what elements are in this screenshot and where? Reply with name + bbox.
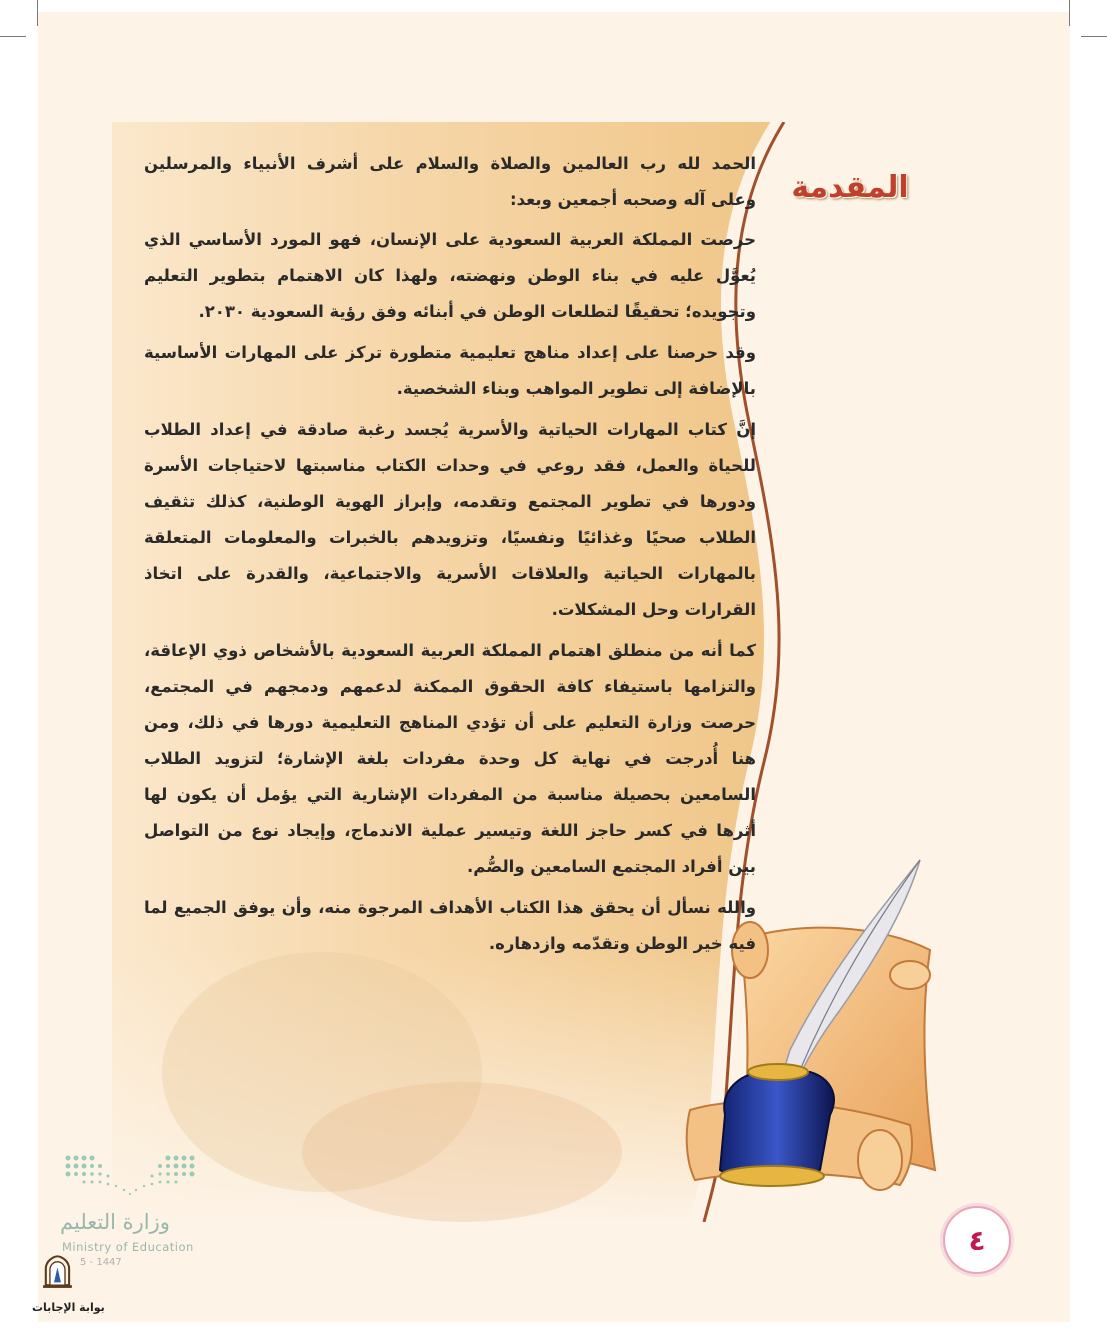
- page-title: المقدمة: [791, 170, 909, 205]
- paragraph-book-purpose: إنَّ كتاب المهارات الحياتية والأسرية يُجسد رغبة صادقة في إعداد الطلاب للحياة والعمل، فقد روعي في وحدات الكتاب مناسبتها لاحتياجات الأسرة ودورها في تطوير المجتمع وتقدمه، وإبراز الهوية الوطنية، كذلك تثقيف الطلاب صحيًا وغذائيًا ونفسيًا، وتزويدهم بالخبرات والمعلومات المتعلقة بالمهارات الحياتية والعلاقات الأسرية والاجتماعية، والقدرة على اتخاذ القرارات وحل المشكلات.: [144, 420, 756, 619]
- paragraph-human-resource: حرصت المملكة العربية السعودية على الإنسان، فهو المورد الأساسي الذي يُعوَّل عليه في بناء الوطن ونهضته، ولهذا كان الاهتمام بتطوير التعليم وتجويده؛ تحقيقًا لتطلعات الوطن في أبنائه وفق رؤية السعودية ٢٠٣٠.: [144, 230, 756, 321]
- paragraph-closing: والله نسأل أن يحقق هذا الكتاب الأهداف المرجوة منه، وأن يوفق الجميع لما فيه خير الوطن وتقدّمه وازدهاره.: [144, 898, 756, 953]
- watermark-text: بوابة الإجابات: [32, 1301, 105, 1314]
- crop-mark-top-left: [0, 36, 26, 37]
- paragraph-sign-language: كما أنه من منطلق اهتمام المملكة العربية السعودية بالأشخاص ذوي الإعاقة، والتزامها باستيفاء كافة الحقوق الممكنة لدعمهم ودمجهم في المجتمع، حرصت وزارة التعليم على أن تؤدي المناهج التعليمية دورها في ذلك، ومن هنا أُدرجت في نهاية كل وحدة مفردات بلغة الإشارة؛ لتزويد الطلاب السامعين بحصيلة مناسبة من المفردات الإشارية التي يؤمل أن يكون لها أثرها في كسر حاجز اللغة وتيسير عملية الاندماج، وإيجاد نوع من التواصل بين أفراد المجتمع السامعين والصُّم.: [144, 641, 756, 876]
- ministry-name-arabic: وزارة التعليم: [60, 1210, 170, 1234]
- crop-mark-top-left-v: [37, 0, 38, 26]
- crop-mark-top-right: [1081, 36, 1107, 37]
- ministry-name-english: Ministry of Education: [62, 1240, 194, 1254]
- edition-year: 5 - 1447: [80, 1257, 122, 1268]
- ministry-logo-dots: [62, 1152, 198, 1200]
- paragraph-greeting: الحمد لله رب العالمين والصلاة والسلام على أشرف الأنبياء والمرسلين وعلى آله وصحبه أجمعين وبعد:: [144, 154, 756, 209]
- introduction-text: [144, 146, 756, 967]
- watermark-gate-icon: [40, 1255, 90, 1303]
- crop-mark-top-right-v: [1069, 0, 1070, 26]
- page-number: ٤: [943, 1206, 1011, 1274]
- paragraph-curricula: وقد حرصنا على إعداد مناهج تعليمية متطورة تركز على المهارات الأساسية بالإضافة إلى تطوير المواهب وبناء الشخصية.: [144, 343, 756, 398]
